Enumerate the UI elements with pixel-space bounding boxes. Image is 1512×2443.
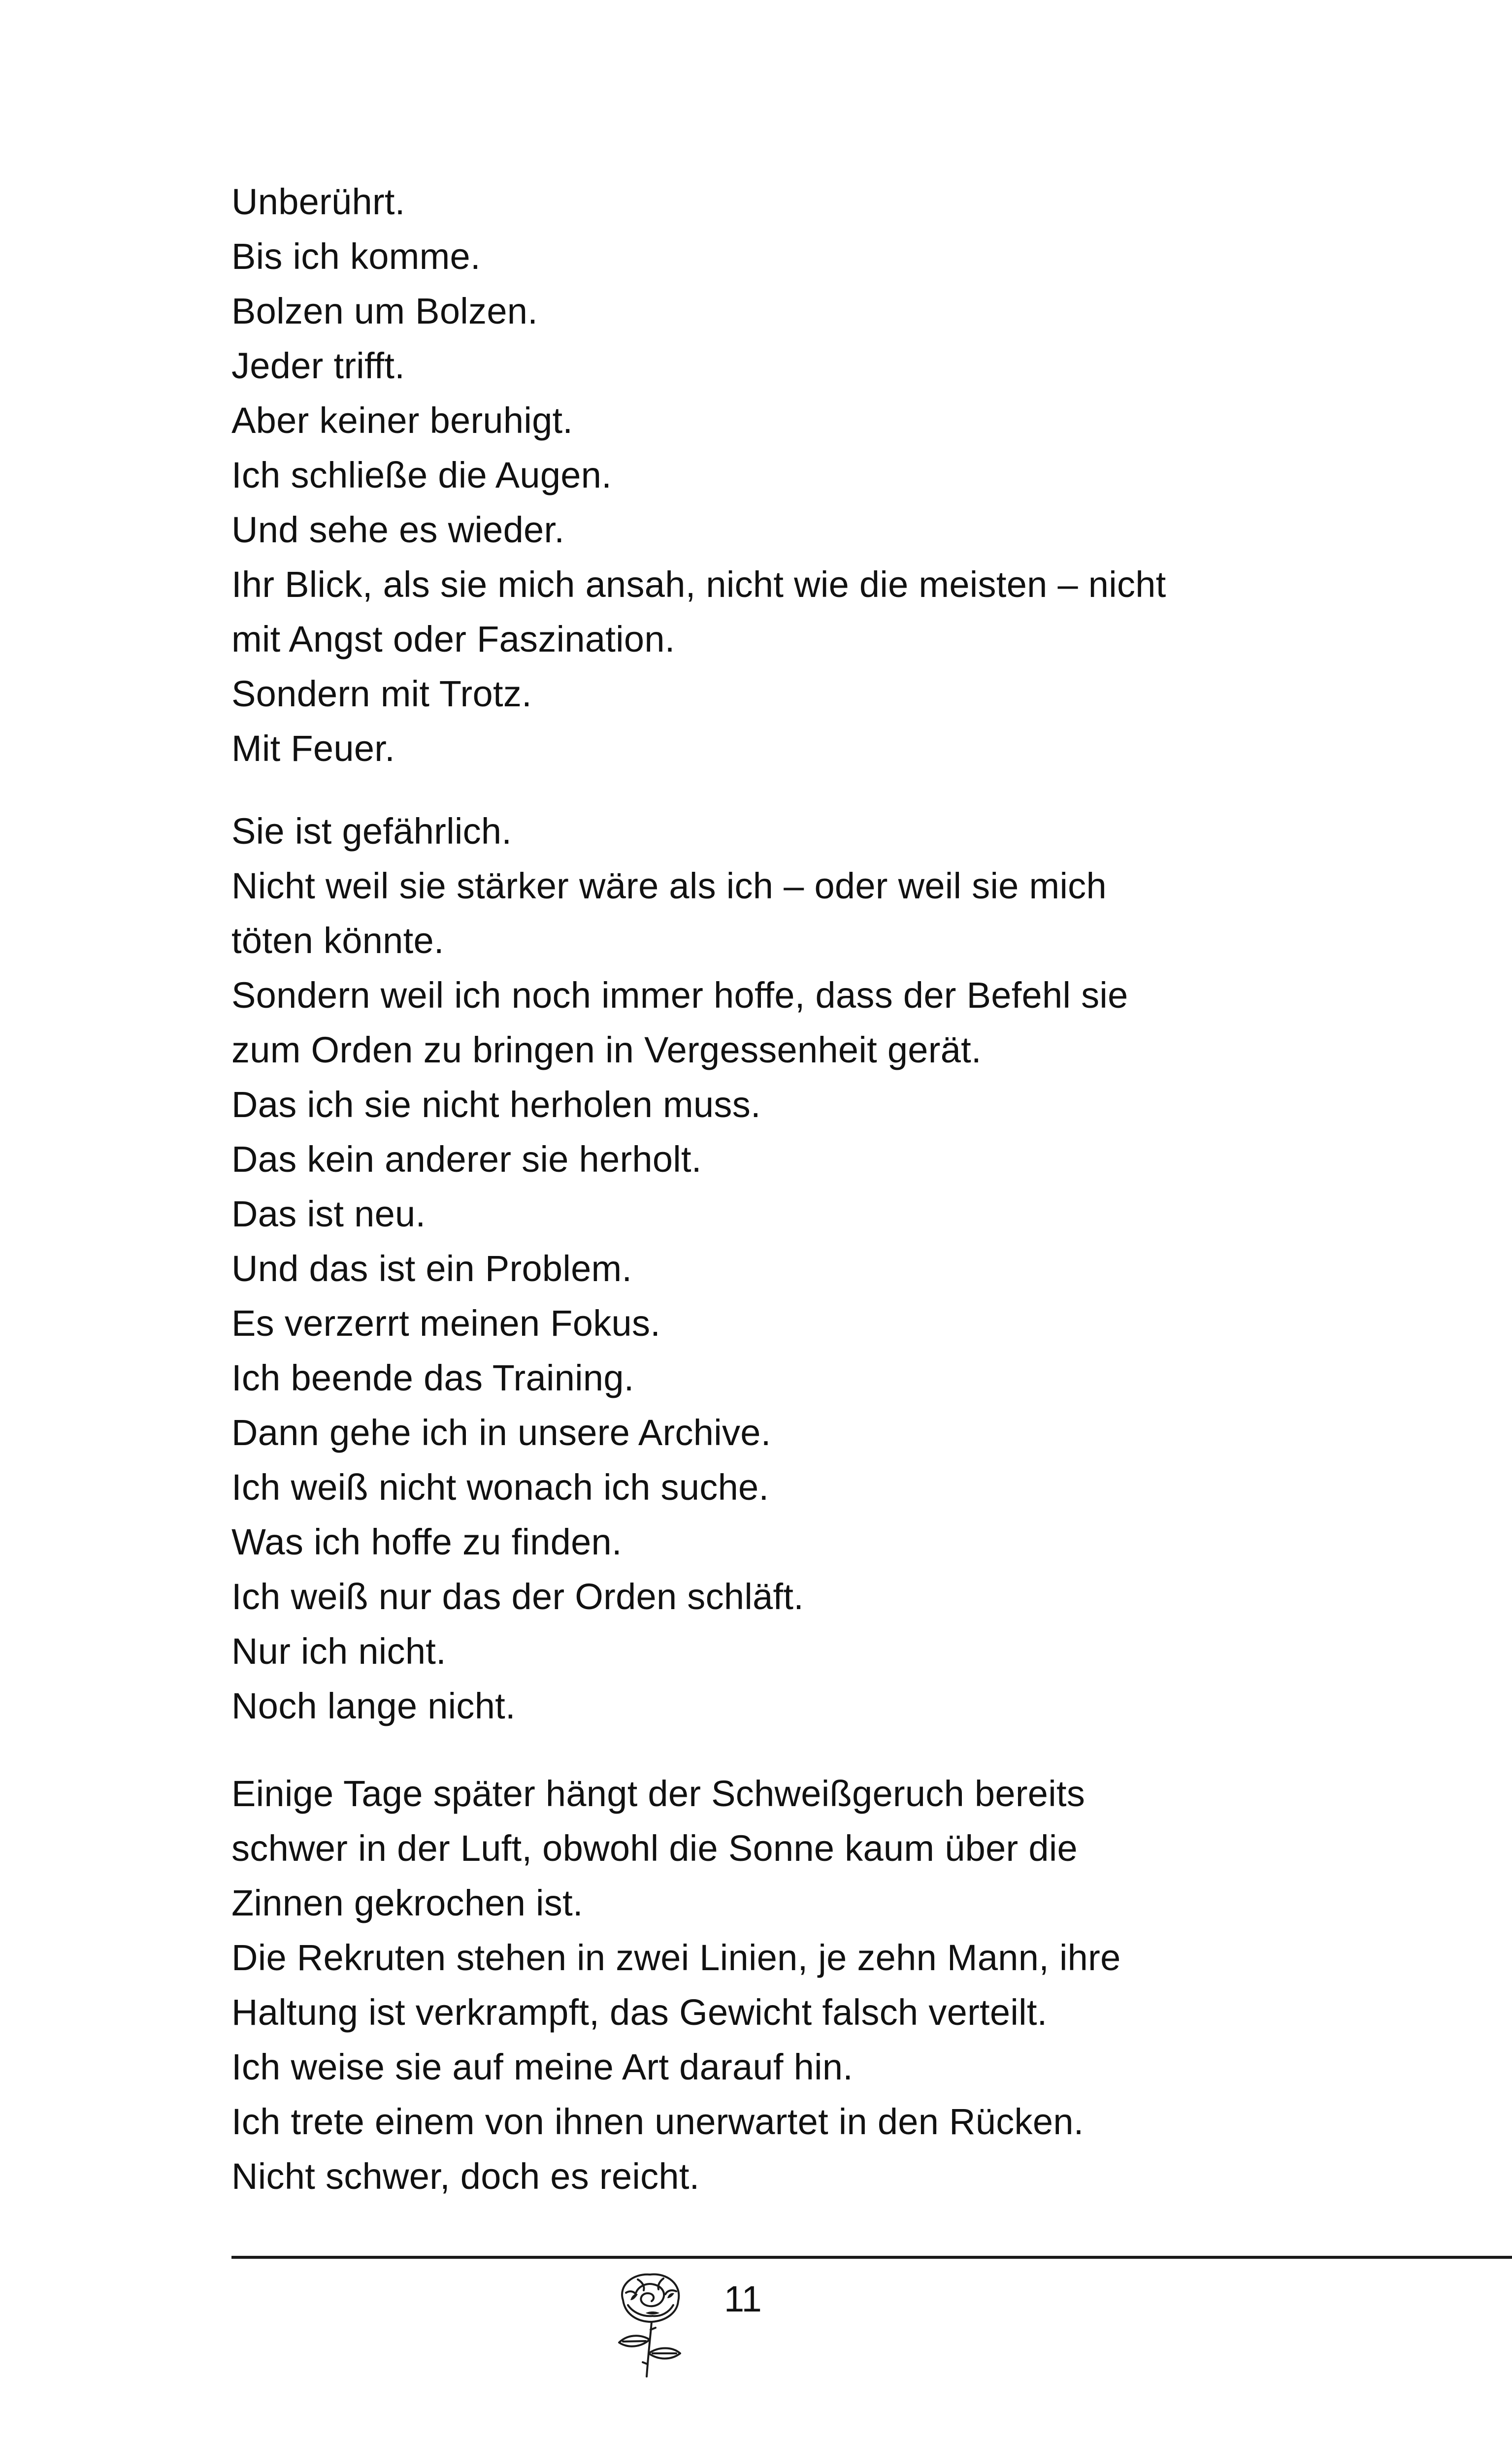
text-line: Bis ich komme. — [231, 236, 481, 277]
text-line: Ich trete einem von ihnen unerwartet in den Rücken. — [231, 2101, 1084, 2142]
text-line: Ich weiß nicht wonach ich suche. — [231, 1467, 769, 1508]
text-line: Noch lange nicht. — [231, 1685, 516, 1726]
text-line: Sie ist gefährlich. — [231, 811, 512, 852]
text-line: Ich weise sie auf meine Art darauf hin. — [231, 2047, 854, 2087]
text-line: Ihr Blick, als sie mich ansah, nicht wie die meisten – nicht — [231, 564, 1166, 605]
text-line: Mit Feuer. — [231, 728, 395, 769]
paragraph-3 — [231, 1766, 1315, 2204]
text-line: Nicht schwer, doch es reicht. — [231, 2156, 700, 2197]
rose-icon — [608, 2266, 694, 2379]
text-line: Sondern mit Trotz. — [231, 673, 532, 714]
text-line: Ich schließe die Augen. — [231, 455, 612, 495]
text-line: Einige Tage später hängt der Schweißgeruch bereits — [231, 1773, 1085, 1814]
text-line: Ich weiß nur das der Orden schläft. — [231, 1576, 804, 1617]
text-line: schwer in der Luft, obwohl die Sonne kaum über die — [231, 1828, 1078, 1869]
text-line: Dann gehe ich in unsere Archive. — [231, 1412, 771, 1453]
text-line: Das ich sie nicht herholen muss. — [231, 1084, 761, 1125]
text-line: Und das ist ein Problem. — [231, 1248, 632, 1289]
text-line: Die Rekruten stehen in zwei Linien, je zehn Mann, ihre — [231, 1937, 1121, 1978]
text-line: Unberührt. — [231, 181, 405, 222]
text-line: Das ist neu. — [231, 1193, 426, 1234]
text-line: mit Angst oder Faszination. — [231, 619, 675, 660]
page-number: 11 — [724, 2278, 762, 2319]
text-line: Was ich hoffe zu finden. — [231, 1521, 622, 1562]
paragraph-1 — [231, 174, 1315, 776]
text-line: Es verzerrt meinen Fokus. — [231, 1303, 661, 1344]
text-line: Haltung ist verkrampft, das Gewicht falsch verteilt. — [231, 1992, 1048, 2033]
text-line: töten könnte. — [231, 920, 444, 961]
text-line: Jeder trifft. — [231, 345, 405, 386]
footer-divider — [231, 2256, 1512, 2259]
text-line: Bolzen um Bolzen. — [231, 291, 538, 331]
text-line: Das kein anderer sie herholt. — [231, 1139, 702, 1180]
text-line: Nicht weil sie stärker wäre als ich – oder weil sie mich — [231, 865, 1107, 906]
text-line: Nur ich nicht. — [231, 1631, 447, 1672]
paragraph-2 — [231, 804, 1315, 1733]
text-line: Ich beende das Training. — [231, 1357, 634, 1398]
text-line: Aber keiner beruhigt. — [231, 400, 573, 441]
text-line: Zinnen gekrochen ist. — [231, 1882, 583, 1923]
text-line: Und sehe es wieder. — [231, 509, 565, 550]
text-line: Sondern weil ich noch immer hoffe, dass der Befehl sie — [231, 975, 1128, 1016]
text-line: zum Orden zu bringen in Vergessenheit gerät. — [231, 1029, 982, 1070]
